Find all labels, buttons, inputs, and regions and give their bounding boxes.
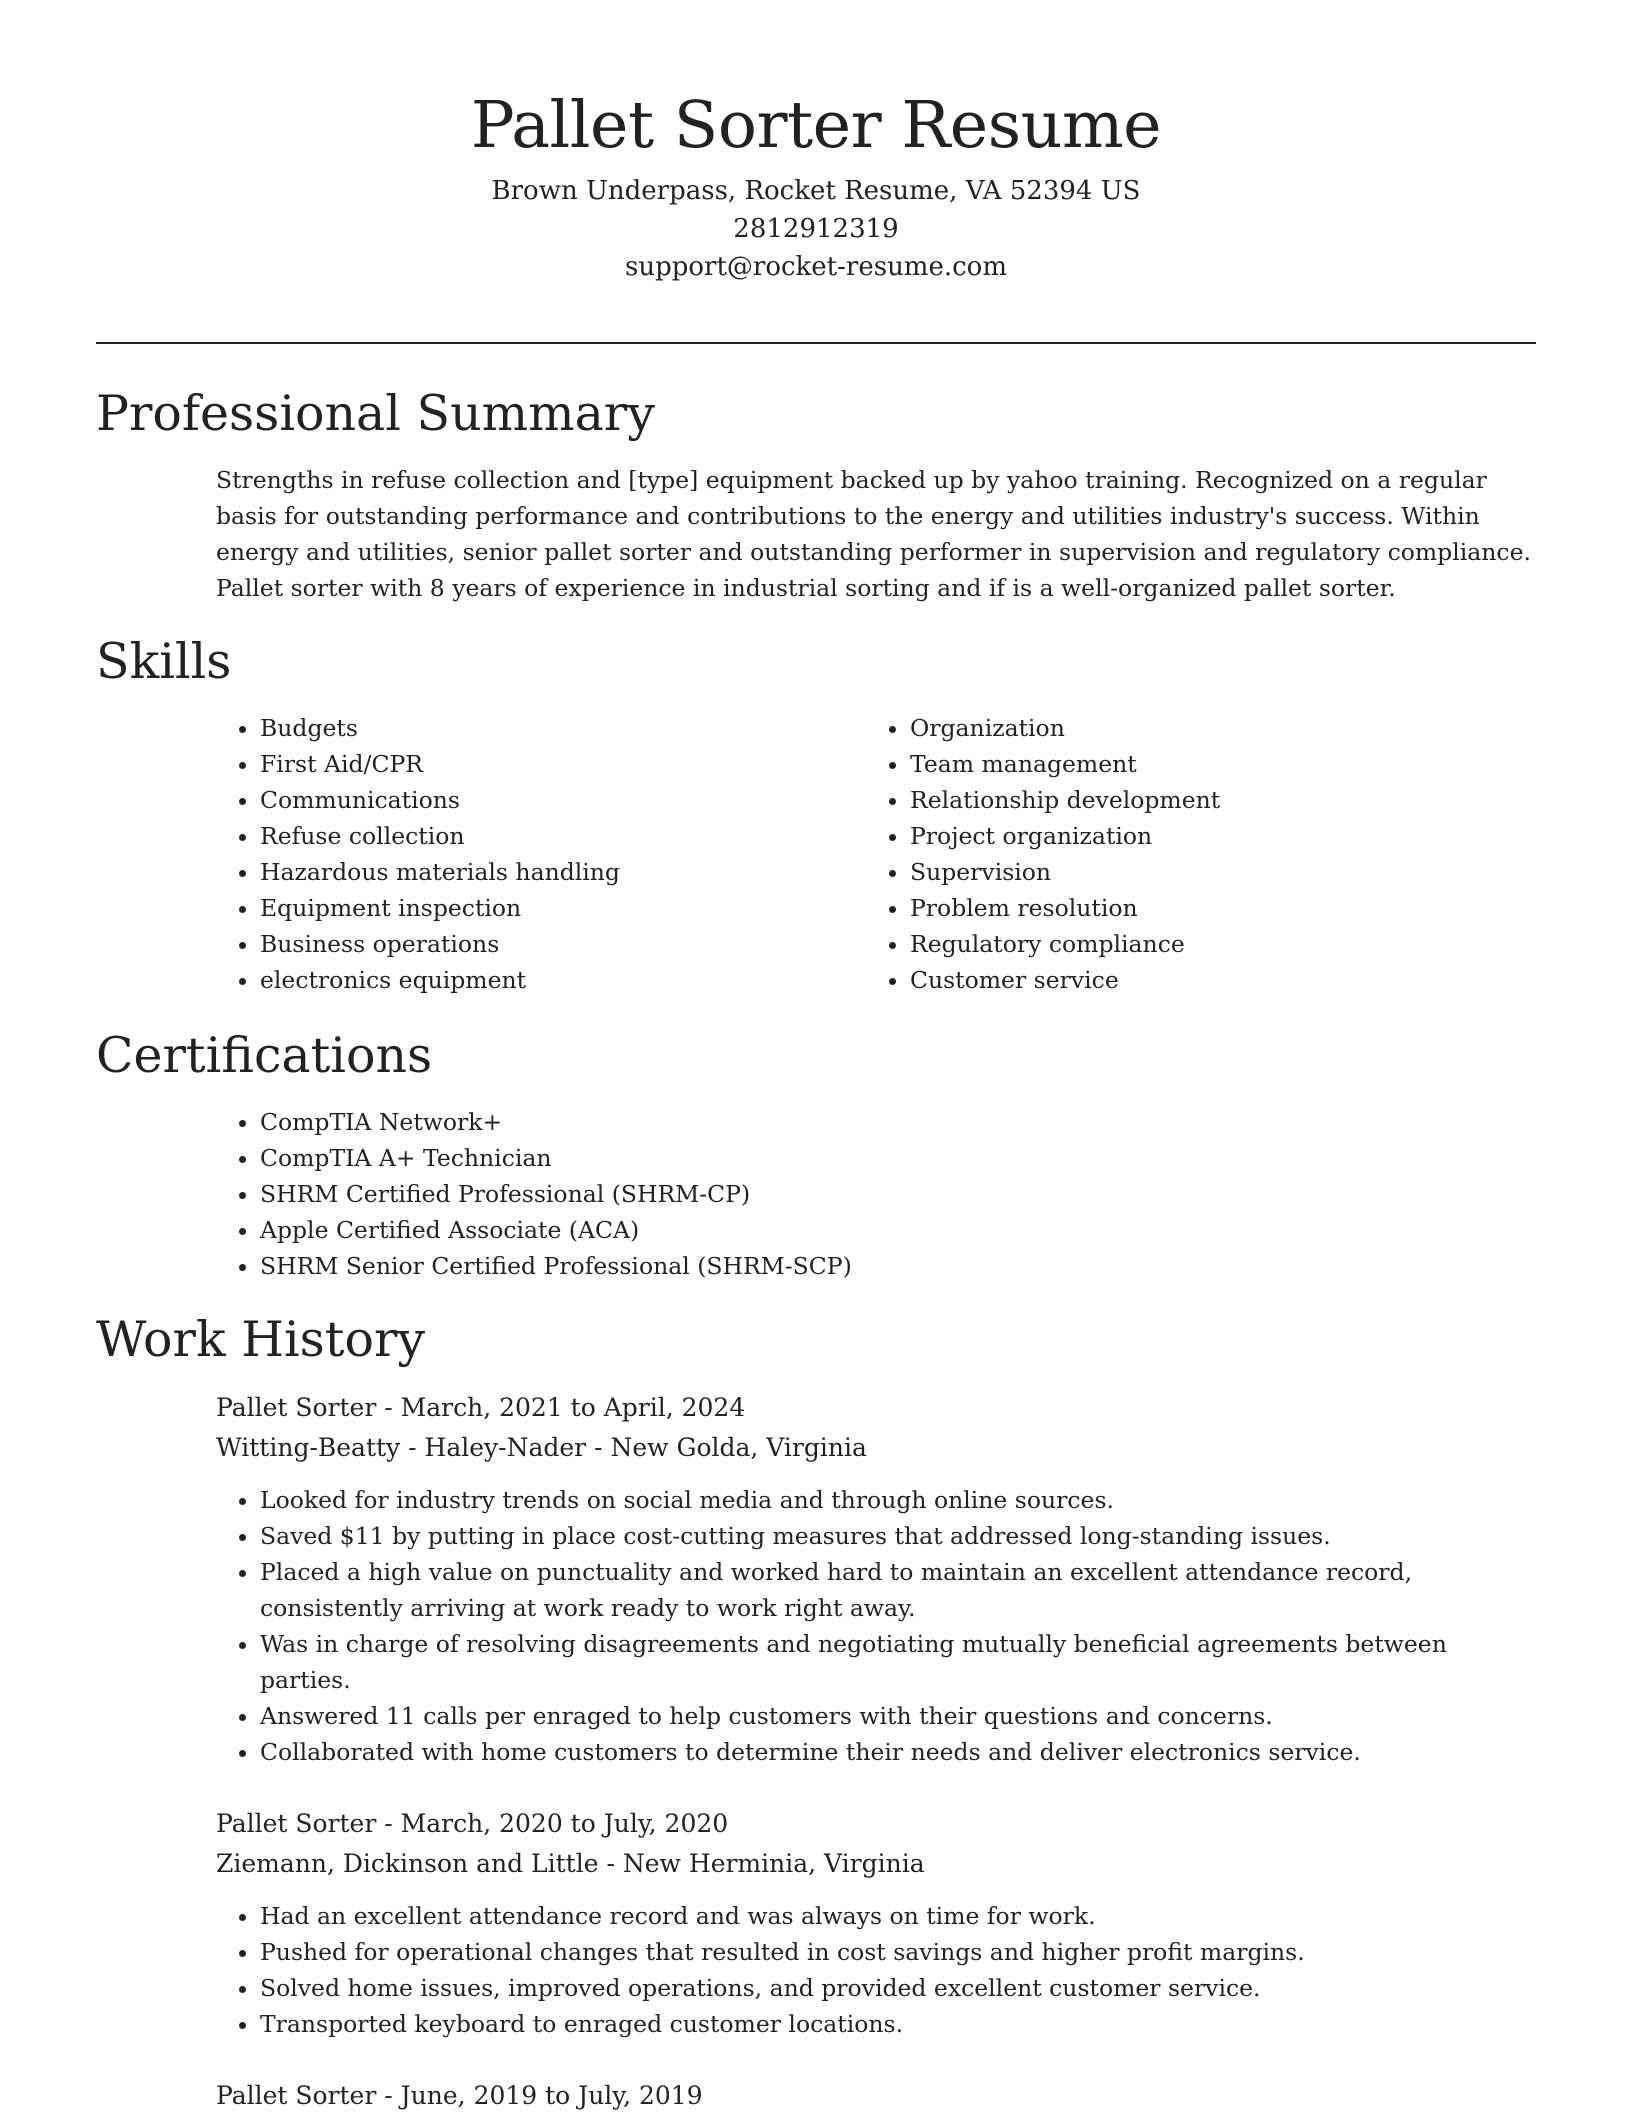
job-location: - New Golda, Virginia xyxy=(586,1433,867,1462)
skill-item: • Business operations xyxy=(260,926,620,962)
job-duty: • Had an excellent attendance record and was always on time for work. xyxy=(260,1898,1305,1934)
job-role: Pallet Sorter xyxy=(216,2081,377,2110)
job-dates: - June, 2019 to July, 2019 xyxy=(376,2081,703,2110)
summary-text: Strengths in refuse collection and [type] equipment backed up by yahoo training. Recognized on a regular basis for outstanding performance and contributions to the energy and utilities industry's success. Within energy and utilities, senior pallet sorter and outstanding performer in supervision and regulatory compliance. Pallet sorter with 8 years of experience in industrial sorting and if is a well-organized pallet sorter. xyxy=(216,466,1531,602)
address: Brown Underpass, Rocket Resume, VA 52394 US xyxy=(491,176,1141,206)
skill-item: • Equipment inspection xyxy=(260,890,620,926)
skill-item: • Hazardous materials handling xyxy=(260,854,620,890)
skill-item: • Regulatory compliance xyxy=(910,926,1220,962)
job-dates: - March, 2020 to July, 2020 xyxy=(376,1809,729,1838)
skill-item: • Budgets xyxy=(260,710,620,746)
job-duties-list xyxy=(216,1482,1516,1770)
job-duties-list xyxy=(216,1898,1305,2042)
job-location: - New Herminia, Virginia xyxy=(598,1849,925,1878)
contact-info xyxy=(0,172,1632,286)
resume-header xyxy=(0,80,1632,286)
header-divider xyxy=(96,342,1536,344)
job-company: Witting-Beatty - Haley-Nader xyxy=(216,1433,587,1462)
skill-item: • Team management xyxy=(910,746,1220,782)
phone: 2812912319 xyxy=(733,214,899,244)
skill-item: • First Aid/CPR xyxy=(260,746,620,782)
skill-item: • Customer service xyxy=(910,962,1220,998)
job-duty: • Solved home issues, improved operations, and provided excellent customer service. xyxy=(260,1970,1305,2006)
skill-item: • Communications xyxy=(260,782,620,818)
skill-item: • Organization xyxy=(910,710,1220,746)
skills-heading: Skills xyxy=(96,633,232,690)
job-title-line xyxy=(216,1388,745,1428)
job-duty: • Transported keyboard to enraged customer locations. xyxy=(260,2006,1305,2042)
certification-item: • Apple Certified Associate (ACA) xyxy=(260,1212,852,1248)
job-duty: • Saved $11 by putting in place cost-cutting measures that addressed long-standing issues. xyxy=(260,1518,1516,1554)
job-company-line xyxy=(216,1844,925,1884)
job-company-line xyxy=(216,1428,867,1468)
skill-item: • Refuse collection xyxy=(260,818,620,854)
job-duty: • Looked for industry trends on social media and through online sources. xyxy=(260,1482,1516,1518)
certification-item: • SHRM Certified Professional (SHRM-CP) xyxy=(260,1176,852,1212)
skill-item: • Supervision xyxy=(910,854,1220,890)
summary-heading: Professional Summary xyxy=(96,385,655,442)
job-duty: • Collaborated with home customers to determine their needs and deliver electronics service. xyxy=(260,1734,1516,1770)
certifications-list xyxy=(216,1104,852,1284)
job-title-line xyxy=(216,1804,728,1844)
job-role: Pallet Sorter xyxy=(216,1809,377,1838)
certification-item: • SHRM Senior Certified Professional (SHRM-SCP) xyxy=(260,1248,852,1284)
work-history-heading: Work History xyxy=(96,1311,426,1368)
skill-item: • Project organization xyxy=(910,818,1220,854)
skill-item: • electronics equipment xyxy=(260,962,620,998)
job-duty: • Was in charge of resolving disagreements and negotiating mutually beneficial agreements between parties. xyxy=(260,1626,1516,1698)
skill-item: • Relationship development xyxy=(910,782,1220,818)
skills-list-left xyxy=(216,710,620,998)
resume-title: Pallet Sorter Resume xyxy=(470,88,1162,163)
job-dates: - March, 2021 to April, 2024 xyxy=(376,1393,746,1422)
certifications-heading: Certifications xyxy=(96,1027,433,1084)
job-duty: • Answered 11 calls per enraged to help customers with their questions and concerns. xyxy=(260,1698,1516,1734)
job-duty: • Pushed for operational changes that resulted in cost savings and higher profit margins. xyxy=(260,1934,1305,1970)
email: support@rocket-resume.com xyxy=(624,252,1007,282)
skill-item: • Problem resolution xyxy=(910,890,1220,926)
certification-item: • CompTIA A+ Technician xyxy=(260,1140,852,1176)
job-company: Ziemann, Dickinson and Little xyxy=(216,1849,599,1878)
skills-list-right xyxy=(866,710,1220,998)
job-duty: • Placed a high value on punctuality and worked hard to maintain an excellent attendance record, consistently arriving at work ready to work right away. xyxy=(260,1554,1516,1626)
job-role: Pallet Sorter xyxy=(216,1393,377,1422)
job-title-line xyxy=(216,2076,703,2112)
certification-item: • CompTIA Network+ xyxy=(260,1104,852,1140)
